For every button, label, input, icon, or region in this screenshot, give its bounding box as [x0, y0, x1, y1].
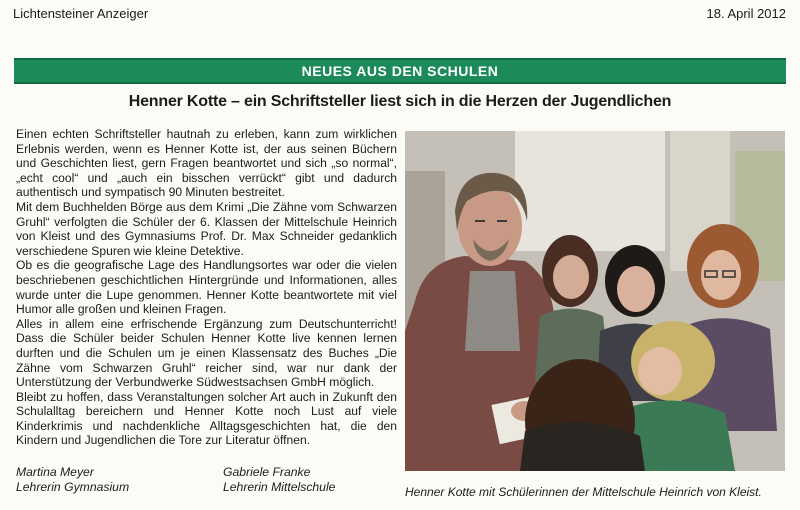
signature-author-1 — [16, 465, 129, 494]
article-photo — [405, 131, 785, 471]
signature-role: Lehrerin Mittelschule — [223, 479, 336, 494]
article-body — [16, 127, 397, 448]
newspaper-name: Lichtensteiner Anzeiger — [13, 6, 149, 21]
signature-name: Martina Meyer — [16, 465, 94, 479]
signature-role: Lehrerin Gymnasium — [16, 479, 130, 494]
signature-name: Gabriele Franke — [223, 465, 311, 479]
photo-caption: Henner Kotte mit Schülerinnen der Mittelschule Heinrich von Kleist. — [405, 485, 762, 499]
publication-date: 18. April 2012 — [706, 6, 786, 21]
article-paragraph: Mit dem Buchhelden Börge aus dem Krimi „Die Zähne vom Schwarzen Gruhl“ verfolgten die Schüler der 6. Klassen der Mittelschule Heinrich von Kleist und des Gymnasiums Prof. Dr. Max Schneider gedanklich verschiedene Spuren wie kleine Detektive. — [16, 199, 397, 258]
section-banner — [14, 58, 786, 84]
article-paragraph: Bleibt zu hoffen, dass Veranstaltungen solcher Art auch in Zukunft den Schulalltag bereichern und Henner Kotte noch Lust auf viele Kinderkrimis und nachdenkliche Alltagsgeschichten hat, die den Kindern und Jugendlichen die Tore zur Literatur öffnen. — [16, 389, 397, 448]
article-paragraph: Ob es die geografische Lage des Handlungsortes war oder die vielen beschriebenen geschichtlichen Hintergründe und Informationen, alles wurde unter die Lupe genommen. Henner Kotte beantwortete mit viel Humor alle großen und kleinen Fragen. — [16, 258, 397, 317]
section-title: NEUES AUS DEN SCHULEN — [301, 63, 499, 79]
signature-author-2 — [223, 465, 335, 494]
article-paragraph: Einen echten Schriftsteller hautnah zu erleben, kann zum wirklichen Erlebnis werden, wenn es Henner Kotte ist, der aus seinen Büchern und Geschichten liest, gern Fragen beantwortet und sich „so normal“, „echt cool“ und „auch ein bisschen verrückt“ gibt und dadurch authentisch und sympatisch 90 Minuten bestreitet. — [16, 127, 397, 200]
article-headline: Henner Kotte – ein Schriftsteller liest sich in die Herzen der Jugendlichen — [128, 93, 672, 110]
article-paragraph: Alles in allem eine erfrischende Ergänzung zum Deutschunterricht! Dass die Schüler beider Schulen Henner Kotte live kennen lernen durften und die Schulen um je einen Klassensatz des Buches „Die Zähne vom Schwarzen Gruhl“ reicher sind, war nur dank der Unterstützung der Verbundwerke Südwestsachsen GmbH möglich. — [16, 316, 397, 390]
